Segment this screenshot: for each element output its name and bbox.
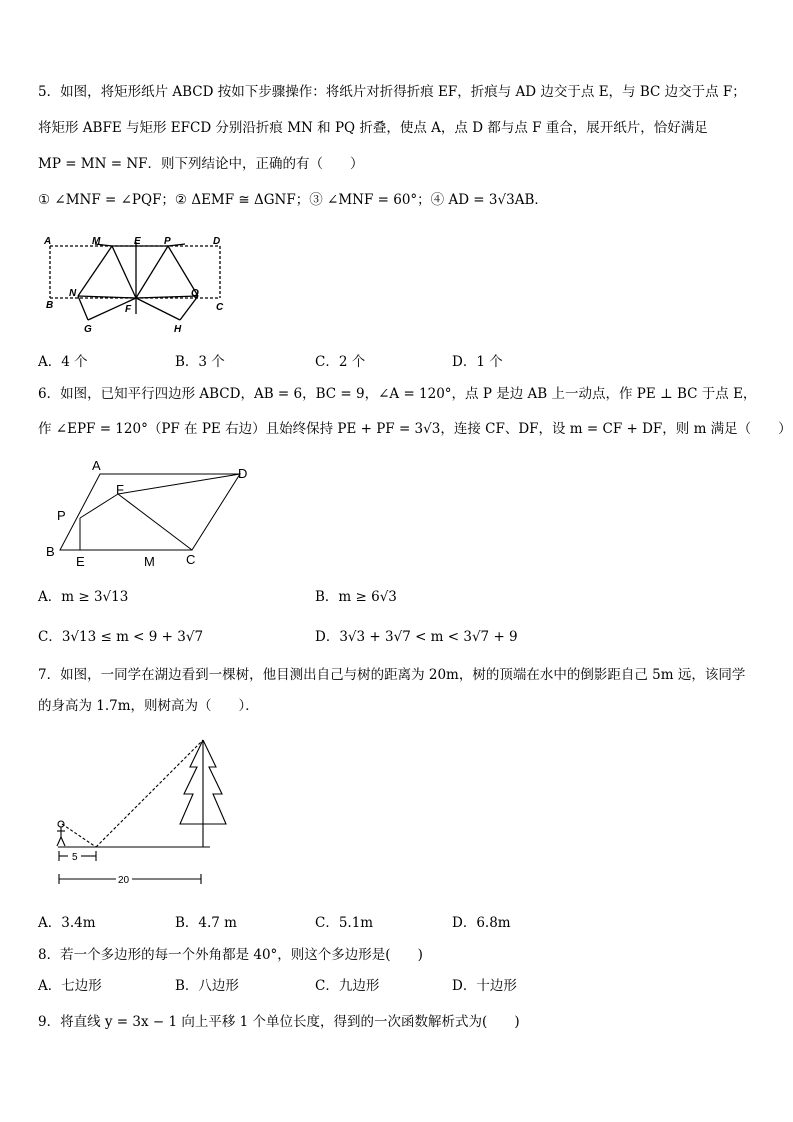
q8-text-line1: 8．若一个多边形的每一个外角都是 40°，则这个多边形是( ) — [38, 947, 423, 963]
q5-figure-folded-rectangle — [40, 232, 240, 342]
q6-option-b[interactable]: B．m ≥ 6√3 — [315, 589, 397, 605]
q5-option-c[interactable]: C．2 个 — [315, 354, 366, 370]
q5-label-E: E — [134, 236, 141, 247]
q6-label-F: F — [116, 482, 124, 497]
q6-text-line1: 6．如图，已知平行四边形 ABCD，AB = 6，BC = 9，∠A = 120°，点 P 是边 AB 上一动点，作 PE ⊥ BC 于点 E， — [38, 386, 757, 402]
q5-label-D: D — [213, 236, 221, 247]
q7-option-b[interactable]: B．4.7 m — [175, 915, 237, 931]
q5-text-line4: ① ∠MNF = ∠PQF；② ΔEMF ≅ ΔGNF；③ ∠MNF = 60°；④ AD = 3√3AB． — [38, 192, 548, 208]
q7-option-d[interactable]: D．6.8m — [452, 915, 511, 931]
q6-label-A: A — [92, 458, 101, 473]
q5-label-G: G — [84, 324, 92, 335]
q6-label-C: C — [186, 552, 196, 567]
q5-label-Q: Q — [191, 288, 199, 299]
q5-label-M: M — [92, 236, 101, 247]
q7-label-5: 5 — [72, 852, 78, 863]
q5-label-F: F — [125, 304, 132, 315]
q6-option-c[interactable]: C．3√13 ≤ m < 9 + 3√7 — [38, 629, 204, 645]
q6-option-a[interactable]: A．m ≥ 3√13 — [38, 589, 129, 605]
q5-label-N: N — [69, 288, 77, 299]
q6-label-B: B — [46, 544, 55, 559]
q6-label-M: M — [144, 554, 155, 569]
q5-label-P: P — [164, 236, 171, 247]
q7-label-20: 20 — [118, 875, 130, 886]
q7-option-a[interactable]: A．3.4m — [38, 915, 96, 931]
q5-label-H: H — [174, 324, 182, 335]
q5-label-A: A — [44, 236, 52, 247]
q8-option-b[interactable]: B．八边形 — [175, 978, 239, 994]
q8-option-d[interactable]: D．十边形 — [452, 978, 517, 994]
q5-text-line1: 5．如图，将矩形纸片 ABCD 按如下步骤操作：将纸片对折得折痕 EF，折痕与 AD 边交于点 E，与 BC 边交于点 F； — [38, 84, 746, 100]
q5-text-line3: MP = MN = NF．则下列结论中，正确的有（ ） — [38, 156, 364, 172]
q5-option-b[interactable]: B．3 个 — [175, 354, 225, 370]
q7-text-line2: 的身高为 1.7m，则树高为（ ）． — [38, 698, 259, 714]
q5-option-d[interactable]: D．1 个 — [452, 354, 503, 370]
q7-figure-tree-reflection — [50, 732, 230, 894]
q5-label-C: C — [216, 302, 224, 313]
q6-label-E: E — [76, 554, 85, 569]
q6-option-d[interactable]: D．3√3 + 3√7 < m < 3√7 + 9 — [315, 629, 518, 645]
q6-label-D: D — [238, 466, 248, 481]
q8-option-a[interactable]: A．七边形 — [38, 978, 102, 994]
q6-text-line2: 作 ∠EPF = 120°（PF 在 PE 右边）且始终保持 PE + PF = 3√3，连接 CF、DF，设 m = CF + DF，则 m 满足（ ） — [38, 421, 792, 437]
q7-text-line1: 7．如图，一同学在湖边看到一棵树，他目测出自己与树的距离为 20m，树的顶端在水中的倒影距自己 5m 远，该同学 — [38, 667, 746, 683]
q5-text-line2: 将矩形 ABFE 与矩形 EFCD 分别沿折痕 MN 和 PQ 折叠，使点 A，点 D 都与点 F 重合，展开纸片，恰好满足 — [38, 120, 708, 136]
q5-label-B: B — [46, 300, 54, 311]
q6-label-P: P — [57, 508, 66, 523]
q5-option-a[interactable]: A．4 个 — [38, 354, 88, 370]
q6-figure-parallelogram — [40, 456, 260, 571]
q7-option-c[interactable]: C．5.1m — [315, 915, 374, 931]
q8-option-c[interactable]: C．九边形 — [315, 978, 380, 994]
q9-text-line1: 9．将直线 y = 3x − 1 向上平移 1 个单位长度，得到的一次函数解析式为( ) — [38, 1014, 520, 1030]
